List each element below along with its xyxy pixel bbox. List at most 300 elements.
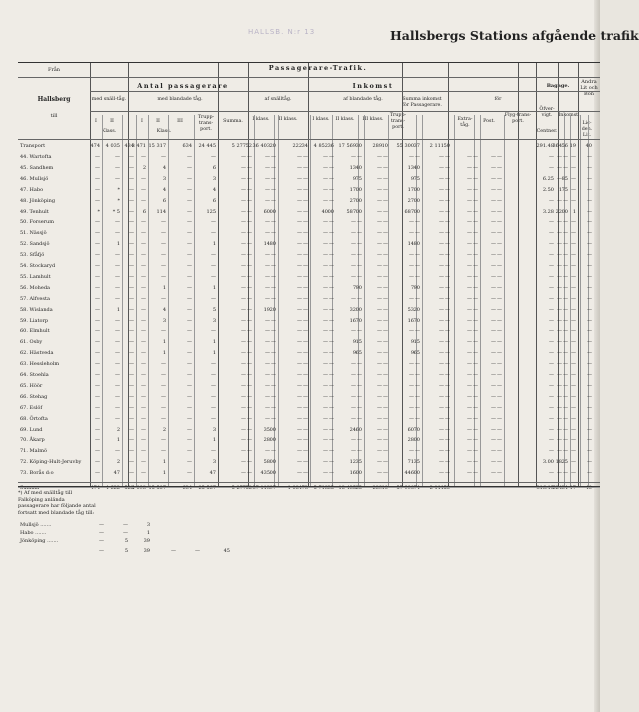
table-cell: — [95, 197, 100, 204]
table-cell: — [587, 448, 592, 455]
table-cell: — [187, 164, 192, 171]
table-cell: — [187, 295, 192, 302]
table-cell: — [491, 295, 496, 302]
table-cell: — [303, 393, 308, 400]
table-cell: — [439, 459, 444, 466]
table-cell: — [241, 241, 246, 248]
table-cell: — [377, 339, 382, 346]
table-cell: — [383, 448, 388, 455]
table-cell: — [323, 437, 328, 444]
table-cell: — [95, 219, 100, 226]
table-cell: — [563, 317, 568, 324]
table-cell: — [497, 448, 502, 455]
table-cell: — [563, 263, 568, 269]
table-cell: — [241, 273, 246, 280]
table-cell: — [549, 263, 554, 269]
table-cell: — [473, 197, 478, 204]
table-cell: — [383, 252, 388, 259]
table-cell: 65 [413, 350, 420, 357]
table-cell: — [247, 284, 252, 291]
table-cell: 634 [182, 485, 192, 491]
table-cell: — [211, 361, 216, 368]
table-cell: — [357, 382, 362, 389]
table-cell: — [357, 295, 362, 302]
table-cell: — [241, 361, 246, 368]
table-cell: — [329, 230, 334, 237]
table-cell: 00 [269, 208, 276, 215]
table-cell: 60 [407, 426, 414, 433]
table-cell: — [271, 197, 276, 204]
table-cell: — [303, 241, 308, 248]
table-cell: — [497, 230, 502, 237]
table-cell: 00 [413, 437, 420, 444]
table-cell: — [323, 186, 328, 193]
table-cell: — [297, 470, 302, 477]
table-cell: — [563, 295, 568, 302]
table-cell: 9 [352, 175, 356, 182]
table-cell: — [161, 295, 166, 302]
table-cell: — [129, 263, 134, 269]
table-cell: — [247, 470, 252, 477]
station-row-label: 47. Habo [20, 186, 44, 193]
table-cell: — [95, 372, 100, 378]
footnote-total: — [195, 548, 200, 554]
table-cell: — [467, 382, 472, 389]
table-cell: — [323, 154, 328, 160]
table-cell: — [549, 426, 554, 433]
table-cell: — [473, 372, 478, 378]
table-cell: 20 [269, 306, 276, 313]
table-cell: 35 [263, 426, 270, 433]
table-cell: — [563, 448, 568, 455]
table-cell: — [571, 154, 576, 160]
table-cell: 14 [407, 241, 414, 248]
table-cell: — [467, 317, 472, 324]
table-cell: — [297, 328, 302, 335]
table-cell: — [491, 382, 496, 389]
table-cell: — [351, 361, 356, 368]
header-rule [18, 139, 600, 140]
table-cell: — [303, 448, 308, 455]
table-cell: — [161, 328, 166, 335]
station-row-label: 51. Nässjö [20, 230, 47, 237]
table-cell: — [571, 284, 576, 291]
table-cell: — [211, 382, 216, 389]
table-cell: — [187, 415, 192, 422]
table-cell: — [497, 241, 502, 248]
table-cell: 30 [355, 143, 362, 149]
table-cell: — [211, 273, 216, 280]
table-cell: — [587, 350, 592, 357]
header-antal: Antal passagerare [137, 82, 229, 90]
table-cell: — [297, 404, 302, 411]
table-cell: 52 [245, 143, 252, 149]
table-cell: — [491, 317, 496, 324]
table-cell: 2 111 [429, 485, 444, 491]
table-cell: 17 [349, 186, 356, 193]
table-cell: 27 [349, 197, 356, 204]
table-cell: * [117, 197, 120, 204]
table-cell: 37 [413, 143, 420, 149]
table-cell: 36 [327, 143, 334, 149]
table-cell: — [439, 361, 444, 368]
table-cell: 52 [245, 485, 252, 491]
table-cell: — [161, 230, 166, 237]
table-cell: 00 [269, 437, 276, 444]
table-cell: — [141, 339, 146, 346]
table-cell: 15 [413, 339, 420, 346]
table-cell: — [241, 154, 246, 160]
table-cell: — [351, 404, 356, 411]
table-cell: — [377, 415, 382, 422]
table-cell: 80 [413, 241, 420, 248]
table-cell: — [329, 328, 334, 335]
table-cell: 1 [212, 350, 216, 357]
table-cell: — [265, 404, 270, 411]
table-cell: — [297, 459, 302, 466]
footnote-total: 39 [143, 548, 150, 554]
table-cell: — [497, 404, 502, 411]
table-cell: — [439, 295, 444, 302]
table-cell: — [473, 404, 478, 411]
table-cell: — [115, 372, 120, 378]
table-cell: — [439, 350, 444, 357]
station-row-label: 52. Sandsjö [20, 241, 50, 248]
table-cell: — [211, 252, 216, 259]
table-cell: — [445, 361, 450, 368]
table-cell: — [445, 426, 450, 433]
table-cell: — [571, 382, 576, 389]
table-cell: — [141, 470, 146, 477]
footnote-total: 5 [124, 548, 128, 554]
table-cell: — [297, 295, 302, 302]
table-cell: — [445, 459, 450, 466]
table-cell: — [351, 219, 356, 226]
table-cell: * [117, 186, 120, 193]
footnote-cell: — [123, 530, 128, 536]
table-cell: 2 [162, 426, 166, 433]
table-cell: — [297, 154, 302, 160]
table-cell: — [297, 175, 302, 182]
table-cell: — [141, 404, 146, 411]
table-cell: — [473, 164, 478, 171]
table-cell: — [409, 415, 414, 422]
table-cell: — [587, 470, 592, 477]
table-cell: — [571, 339, 576, 346]
table-cell: — [187, 175, 192, 182]
column-rule [518, 63, 519, 486]
table-cell: 27 [407, 197, 414, 204]
table-cell: — [161, 273, 166, 280]
table-cell: 00 [413, 208, 420, 215]
table-cell: — [241, 252, 246, 259]
table-cell: — [439, 382, 444, 389]
table-cell: — [187, 459, 192, 466]
table-cell: — [329, 448, 334, 455]
table-cell: — [129, 219, 134, 226]
table-cell: — [265, 372, 270, 378]
table-cell: — [115, 175, 120, 182]
table-cell: — [95, 382, 100, 389]
header-rule [90, 111, 600, 112]
table-cell: — [377, 470, 382, 477]
table-cell: — [439, 372, 444, 378]
table-cell: 75 [561, 186, 568, 193]
table-cell: — [467, 437, 472, 444]
table-cell: 00 [413, 186, 420, 193]
table-cell: — [303, 459, 308, 466]
table-cell: 00 [355, 186, 362, 193]
table-cell: — [265, 350, 270, 357]
table-cell: — [241, 175, 246, 182]
table-cell: 55 300 [396, 143, 414, 149]
table-cell: — [571, 175, 576, 182]
table-cell: — [211, 295, 216, 302]
table-cell: — [357, 372, 362, 378]
table-cell: — [439, 317, 444, 324]
table-cell: — [265, 317, 270, 324]
table-cell: — [211, 448, 216, 455]
table-cell: — [265, 273, 270, 280]
table-cell: — [497, 154, 502, 160]
table-cell: 3.00 [542, 459, 554, 466]
table-cell: — [587, 372, 592, 378]
table-cell: 687 [404, 208, 414, 215]
table-cell: — [187, 186, 192, 193]
table-cell: — [95, 306, 100, 313]
table-cell: — [549, 470, 554, 477]
table-cell: — [473, 175, 478, 182]
table-cell: — [297, 263, 302, 269]
table-cell: — [439, 164, 444, 171]
table-cell: 2 [142, 164, 146, 171]
table-cell: — [383, 459, 388, 466]
table-cell: — [557, 295, 562, 302]
table-cell: — [247, 241, 252, 248]
table-cell: — [115, 328, 120, 335]
table-cell: 434 [124, 143, 134, 149]
table-cell: — [351, 415, 356, 422]
table-cell: — [563, 361, 568, 368]
station-row-label: 63. Hessleholm [20, 361, 60, 368]
station-row-label: 44. Wartofta [20, 154, 52, 160]
table-cell: — [467, 175, 472, 182]
table-cell: — [557, 361, 562, 368]
table-cell: 6 [142, 208, 146, 215]
table-cell: — [141, 426, 146, 433]
table-cell: — [557, 404, 562, 411]
header-trupp-ink: Trupp-trans-port. [389, 113, 407, 130]
station-row-label: 53. Sfåfjö [20, 252, 45, 259]
table-cell: — [549, 317, 554, 324]
table-cell: — [303, 263, 308, 269]
table-cell: 9 [410, 175, 414, 182]
table-cell: — [303, 437, 308, 444]
table-cell: — [383, 317, 388, 324]
table-cell: 1 [162, 470, 166, 477]
table-cell: — [351, 230, 356, 237]
table-cell: — [563, 241, 568, 248]
table-cell: — [383, 426, 388, 433]
footnote-total: — [99, 548, 104, 554]
table-cell: — [303, 317, 308, 324]
header-summa: Summa. [223, 119, 243, 124]
table-cell: — [211, 328, 216, 335]
table-cell: — [303, 208, 308, 215]
table-cell: — [377, 426, 382, 433]
table-cell: — [557, 350, 562, 357]
table-cell: — [409, 328, 414, 335]
table-cell: 222 [292, 143, 302, 149]
table-cell: — [323, 339, 328, 346]
table-cell: — [115, 263, 120, 269]
table-cell: — [409, 404, 414, 411]
table-cell: — [571, 252, 576, 259]
table-cell: — [323, 306, 328, 313]
table-cell: — [563, 164, 568, 171]
table-cell: 5 277 [231, 143, 246, 149]
table-cell: — [445, 273, 450, 280]
table-cell: 35 [327, 485, 334, 491]
table-cell: — [467, 393, 472, 400]
table-cell: — [571, 415, 576, 422]
table-cell: 50 [443, 143, 450, 149]
table-cell: — [141, 241, 146, 248]
table-cell: — [415, 230, 420, 237]
table-cell: — [265, 197, 270, 204]
table-cell: — [241, 164, 246, 171]
table-cell: — [129, 361, 134, 368]
table-cell: 3.28 [542, 208, 554, 215]
table-cell: — [329, 306, 334, 313]
table-cell: — [141, 350, 146, 357]
table-cell: — [141, 273, 146, 280]
table-cell: 5 277 [231, 485, 246, 491]
table-cell: — [445, 317, 450, 324]
header-iii-klass-b: III klass. [362, 117, 384, 122]
table-cell: — [587, 186, 592, 193]
table-cell: — [549, 393, 554, 400]
table-cell: — [271, 339, 276, 346]
table-cell: — [491, 164, 496, 171]
table-cell: — [563, 230, 568, 237]
table-cell: — [303, 415, 308, 422]
table-cell: — [351, 448, 356, 455]
table-cell: — [491, 404, 496, 411]
table-cell: — [497, 393, 502, 400]
table-cell: — [271, 219, 276, 226]
table-cell: 28 [407, 437, 414, 444]
table-cell: — [491, 186, 496, 193]
table-cell: — [557, 230, 562, 237]
table-cell: 446 [404, 470, 414, 477]
table-cell: — [445, 393, 450, 400]
table-cell: 22 [555, 208, 562, 215]
table-cell: — [241, 317, 246, 324]
table-cell: — [297, 448, 302, 455]
table-cell: — [351, 393, 356, 400]
table-cell: — [271, 415, 276, 422]
table-cell: — [415, 382, 420, 389]
table-cell: — [351, 372, 356, 378]
table-cell: — [115, 252, 120, 259]
table-cell: — [247, 208, 252, 215]
table-cell: 35 [413, 459, 420, 466]
table-cell: — [115, 284, 120, 291]
table-cell: — [473, 252, 478, 259]
table-cell: 71 [407, 459, 414, 466]
table-cell: — [377, 273, 382, 280]
table-cell: — [549, 339, 554, 346]
table-cell: 316.15 [536, 485, 554, 491]
table-cell: — [587, 328, 592, 335]
table-cell: — [587, 230, 592, 237]
table-cell: — [383, 208, 388, 215]
table-cell: — [415, 273, 420, 280]
table-cell: — [247, 317, 252, 324]
table-cell: — [467, 284, 472, 291]
table-cell: — [323, 361, 328, 368]
table-cell: 474 [90, 143, 100, 149]
table-cell: 6 [162, 197, 166, 204]
table-cell: — [265, 154, 270, 160]
table-cell: — [587, 197, 592, 204]
table-cell: — [265, 164, 270, 171]
table-cell: 5 [212, 306, 216, 313]
table-cell: — [323, 317, 328, 324]
table-cell: — [141, 459, 146, 466]
table-cell: — [557, 241, 562, 248]
table-cell: — [377, 197, 382, 204]
table-cell: — [141, 154, 146, 160]
table-cell: — [571, 350, 576, 357]
table-cell: — [383, 361, 388, 368]
table-cell: — [297, 284, 302, 291]
table-cell: — [497, 382, 502, 389]
table-cell: — [383, 273, 388, 280]
table-cell: — [491, 241, 496, 248]
table-cell: — [587, 284, 592, 291]
table-cell: 47 [209, 470, 216, 477]
table-cell: 15 507 [148, 485, 166, 491]
table-cell: — [297, 273, 302, 280]
table-cell: 9 [352, 339, 356, 346]
table-cell: — [247, 459, 252, 466]
table-cell: — [161, 219, 166, 226]
table-cell: — [297, 426, 302, 433]
table-cell: — [241, 470, 246, 477]
table-cell: — [571, 361, 576, 368]
table-cell: — [357, 448, 362, 455]
table-cell: 00 [355, 470, 362, 477]
header-inkomst: Inkomst [352, 82, 394, 90]
transport-row-label: Transport [20, 143, 46, 149]
header-klass-a: Klass. [101, 129, 117, 134]
table-cell: — [115, 415, 120, 422]
table-cell: — [491, 339, 496, 346]
station-row-label: 72. Köping-Hult-Jeruvby [20, 459, 82, 466]
table-cell: 1 [162, 339, 166, 346]
table-cell: — [467, 154, 472, 160]
table-cell: — [587, 273, 592, 280]
table-cell: 125 [206, 208, 216, 215]
table-cell: — [241, 295, 246, 302]
table-cell: — [557, 306, 562, 313]
table-cell: — [95, 415, 100, 422]
table-cell: — [329, 459, 334, 466]
table-cell: 13 [349, 164, 356, 171]
table-cell: — [473, 328, 478, 335]
